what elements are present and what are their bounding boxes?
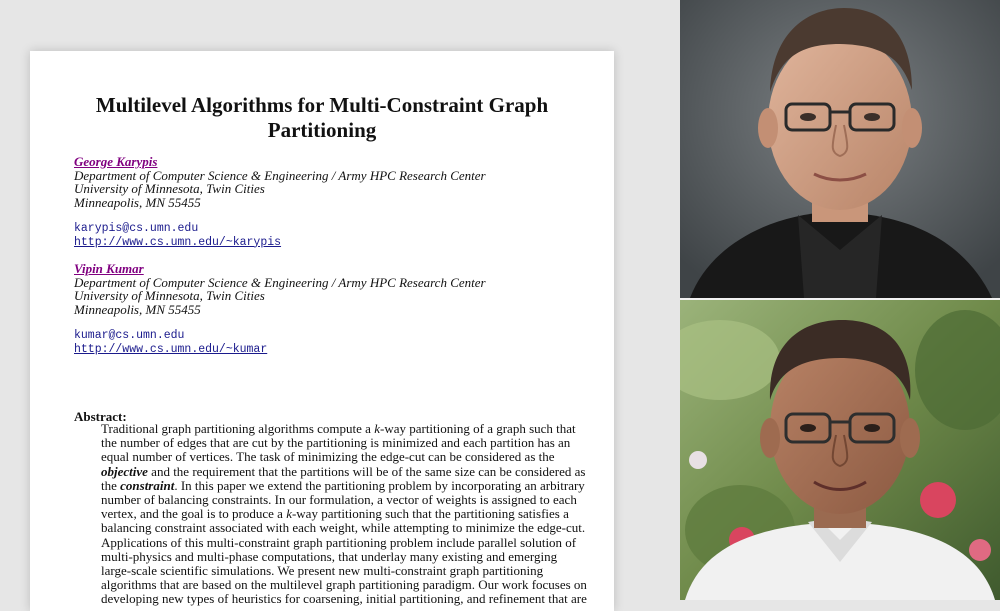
- abstract-line: [101, 577, 587, 593]
- abstract-text-segment: equal number of vertices. The task of minimizing the edge-cut can be considered as the: [101, 449, 555, 465]
- abstract-text-segment: vertex, and the goal is to produce a: [101, 506, 287, 522]
- author-block-kumar: [74, 262, 486, 356]
- abstract-text-segment: and the requirement that the partitions will be of the same size can be considered as: [147, 463, 586, 479]
- abstract-text: [101, 421, 587, 607]
- author-city: Minneapolis, MN 55455: [74, 301, 201, 317]
- abstract-text-segment: constraint: [120, 477, 175, 493]
- author-affiliation: Department of Computer Science & Engineering / Army HPC Research Center: [74, 167, 486, 183]
- paper-title-line-2: Partitioning: [267, 118, 377, 142]
- author-city: Minneapolis, MN 55455: [74, 194, 201, 210]
- portrait-illustration: [680, 0, 1000, 298]
- author-block-karypis: [74, 155, 486, 249]
- author-homepage-link[interactable]: http://www.cs.umn.edu/~karypis: [74, 235, 282, 249]
- abstract-line: [101, 477, 585, 493]
- abstract-line: [101, 492, 577, 508]
- abstract-text-segment: Applications of this multi-constraint graph partitioning problem include parallel solution of: [101, 534, 577, 550]
- abstract-text-segment: large-scale scientific simulations. We present new multi-constraint graph partitioning: [101, 563, 544, 579]
- portrait-illustration: [680, 300, 1000, 600]
- author-photo-top: [680, 0, 1000, 298]
- abstract-text-segment: -way partitioning of a graph such that: [379, 421, 576, 436]
- abstract-line: [101, 450, 571, 464]
- abstract-line: [101, 421, 576, 436]
- abstract-heading: Abstract:: [74, 409, 127, 424]
- paper-title-line-1: Multilevel Algorithms for Multi-Constraint Graph: [95, 93, 549, 117]
- abstract-line: [101, 520, 586, 536]
- author-email: kumar@cs.umn.edu: [74, 329, 185, 342]
- abstract-text-segment: Traditional graph partitioning algorithms compute a: [101, 421, 375, 436]
- author-photo-bottom: [680, 300, 1000, 600]
- abstract-text-segment: k: [286, 506, 292, 522]
- author-university: University of Minnesota, Twin Cities: [74, 181, 265, 196]
- abstract-line: [101, 436, 571, 450]
- abstract-line: [101, 550, 571, 564]
- abstract-text-segment: multi-physics and multi-phase computations, that underlay many existing and emerging: [101, 548, 558, 564]
- author-homepage-link[interactable]: http://www.cs.umn.edu/~kumar: [74, 342, 268, 356]
- paper-title: [30, 93, 614, 143]
- abstract-line: [101, 507, 571, 521]
- abstract-text-segment: balancing constraint associated with each weight, while attempting to minimize the edge-cut.: [101, 520, 586, 536]
- author-name-link[interactable]: George Karypis: [74, 154, 158, 169]
- abstract-text-segment: the number of edges that are cut by the partitioning is minimized and each partition has an: [101, 435, 571, 451]
- author-name-link[interactable]: Vipin Kumar: [74, 261, 144, 276]
- abstract-line: [101, 463, 586, 479]
- abstract-text-segment: -way partitioning such that the partitioning satisfies a: [291, 506, 569, 522]
- abstract-text-segment: objective: [101, 463, 148, 479]
- author-email: karypis@cs.umn.edu: [74, 222, 199, 235]
- author-affiliation: Department of Computer Science & Engineering / Army HPC Research Center: [74, 274, 486, 290]
- abstract-text-segment: developing new types of heuristics for coarsening, initial partitioning, and refinement that are: [101, 591, 587, 607]
- abstract-line: [101, 564, 571, 578]
- abstract-text-segment: the: [101, 477, 121, 493]
- abstract-text-segment: . In this paper we extend the partitioning problem by incorporating an arbitrary: [174, 477, 585, 493]
- abstract-text-segment: number of balancing constraints. In our formulation, a vector of weights is assigned to each: [101, 492, 577, 508]
- author-university: University of Minnesota, Twin Cities: [74, 288, 265, 303]
- abstract-line: [101, 534, 577, 550]
- paper-page: [30, 51, 614, 611]
- abstract-text-segment: algorithms that are based on the multilevel graph partitioning paradigm. Our work focuses on: [101, 577, 587, 593]
- abstract-text-segment: k: [374, 421, 380, 436]
